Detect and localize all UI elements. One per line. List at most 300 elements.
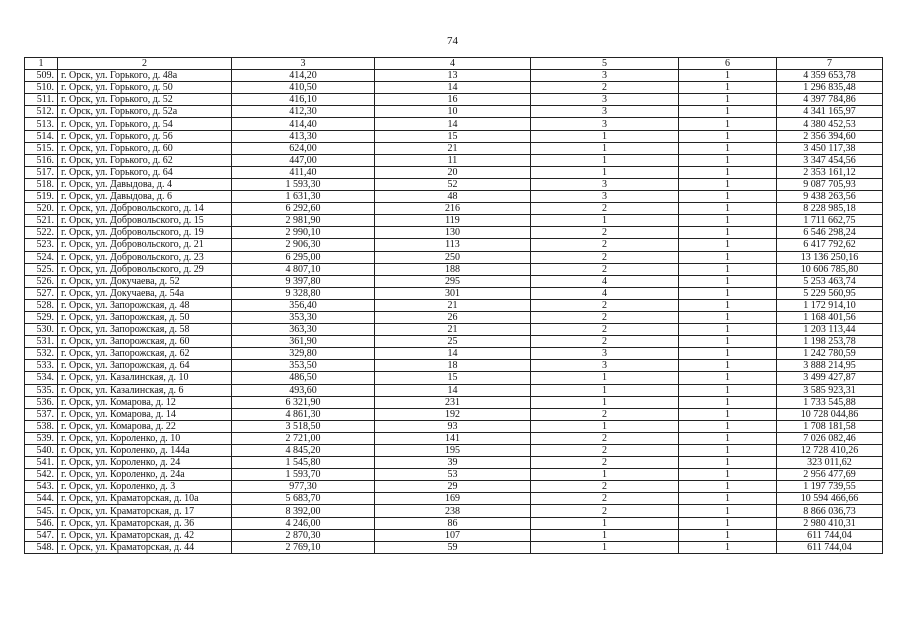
table-row bbox=[25, 263, 883, 275]
area-cell: 9 397,80 bbox=[232, 275, 375, 287]
value5-cell: 2 bbox=[531, 432, 679, 444]
table-body bbox=[25, 70, 883, 554]
table-row bbox=[25, 493, 883, 505]
count-cell: 113 bbox=[375, 239, 531, 251]
amount-cell: 1 242 780,59 bbox=[777, 348, 883, 360]
row-number: 548. bbox=[25, 541, 58, 553]
count-cell: 13 bbox=[375, 70, 531, 82]
count-cell: 169 bbox=[375, 493, 531, 505]
row-number: 528. bbox=[25, 299, 58, 311]
value6-cell: 1 bbox=[679, 130, 777, 142]
value6-cell: 1 bbox=[679, 82, 777, 94]
area-cell: 1 593,70 bbox=[232, 469, 375, 481]
value6-cell: 1 bbox=[679, 106, 777, 118]
value5-cell: 1 bbox=[531, 517, 679, 529]
address-cell: г. Орск, ул. Горького, д. 54 bbox=[58, 118, 232, 130]
value6-cell: 1 bbox=[679, 420, 777, 432]
column-header: 2 bbox=[58, 58, 232, 70]
value6-cell: 1 bbox=[679, 191, 777, 203]
area-cell: 410,50 bbox=[232, 82, 375, 94]
amount-cell: 4 380 452,53 bbox=[777, 118, 883, 130]
column-header: 5 bbox=[531, 58, 679, 70]
count-cell: 195 bbox=[375, 445, 531, 457]
value6-cell: 1 bbox=[679, 311, 777, 323]
address-cell: г. Орск, ул. Комарова, д. 22 bbox=[58, 420, 232, 432]
address-cell: г. Орск, ул. Запорожская, д. 60 bbox=[58, 336, 232, 348]
amount-cell: 10 728 044,86 bbox=[777, 408, 883, 420]
amount-cell: 4 397 784,86 bbox=[777, 94, 883, 106]
table-row bbox=[25, 372, 883, 384]
area-cell: 447,00 bbox=[232, 154, 375, 166]
value6-cell: 1 bbox=[679, 541, 777, 553]
table-row bbox=[25, 517, 883, 529]
address-cell: г. Орск, ул. Добровольского, д. 21 bbox=[58, 239, 232, 251]
area-cell: 413,30 bbox=[232, 130, 375, 142]
amount-cell: 1 168 401,56 bbox=[777, 311, 883, 323]
amount-cell: 3 888 214,95 bbox=[777, 360, 883, 372]
value5-cell: 1 bbox=[531, 372, 679, 384]
amount-cell: 6 417 792,62 bbox=[777, 239, 883, 251]
value5-cell: 1 bbox=[531, 541, 679, 553]
value6-cell: 1 bbox=[679, 239, 777, 251]
count-cell: 14 bbox=[375, 348, 531, 360]
count-cell: 11 bbox=[375, 154, 531, 166]
row-number: 521. bbox=[25, 215, 58, 227]
value6-cell: 1 bbox=[679, 70, 777, 82]
address-cell: г. Орск, ул. Запорожская, д. 64 bbox=[58, 360, 232, 372]
address-cell: г. Орск, ул. Запорожская, д. 62 bbox=[58, 348, 232, 360]
table-row bbox=[25, 505, 883, 517]
column-header: 1 bbox=[25, 58, 58, 70]
value5-cell: 1 bbox=[531, 384, 679, 396]
table-row bbox=[25, 529, 883, 541]
count-cell: 15 bbox=[375, 130, 531, 142]
address-cell: г. Орск, ул. Запорожская, д. 58 bbox=[58, 324, 232, 336]
value5-cell: 2 bbox=[531, 324, 679, 336]
address-cell: г. Орск, ул. Короленко, д. 24а bbox=[58, 469, 232, 481]
value5-cell: 2 bbox=[531, 251, 679, 263]
area-cell: 414,20 bbox=[232, 70, 375, 82]
row-number: 538. bbox=[25, 420, 58, 432]
address-cell: г. Орск, ул. Краматорская, д. 44 bbox=[58, 541, 232, 553]
area-cell: 2 721,00 bbox=[232, 432, 375, 444]
amount-cell: 13 136 250,16 bbox=[777, 251, 883, 263]
count-cell: 10 bbox=[375, 106, 531, 118]
count-cell: 15 bbox=[375, 372, 531, 384]
value5-cell: 2 bbox=[531, 239, 679, 251]
area-cell: 4 845,20 bbox=[232, 445, 375, 457]
area-cell: 356,40 bbox=[232, 299, 375, 311]
amount-cell: 2 353 161,12 bbox=[777, 166, 883, 178]
table-row bbox=[25, 166, 883, 178]
table-row bbox=[25, 94, 883, 106]
address-cell: г. Орск, ул. Комарова, д. 12 bbox=[58, 396, 232, 408]
area-cell: 493,60 bbox=[232, 384, 375, 396]
address-cell: г. Орск, ул. Краматорская, д. 42 bbox=[58, 529, 232, 541]
row-number: 547. bbox=[25, 529, 58, 541]
address-cell: г. Орск, ул. Короленко, д. 144а bbox=[58, 445, 232, 457]
amount-cell: 1 711 662,75 bbox=[777, 215, 883, 227]
row-number: 539. bbox=[25, 432, 58, 444]
area-cell: 4 246,00 bbox=[232, 517, 375, 529]
area-cell: 9 328,80 bbox=[232, 287, 375, 299]
amount-cell: 3 585 923,31 bbox=[777, 384, 883, 396]
count-cell: 20 bbox=[375, 166, 531, 178]
count-cell: 21 bbox=[375, 299, 531, 311]
count-cell: 231 bbox=[375, 396, 531, 408]
table-row bbox=[25, 396, 883, 408]
count-cell: 295 bbox=[375, 275, 531, 287]
row-number: 530. bbox=[25, 324, 58, 336]
count-cell: 216 bbox=[375, 203, 531, 215]
value5-cell: 2 bbox=[531, 481, 679, 493]
address-cell: г. Орск, ул. Короленко, д. 3 bbox=[58, 481, 232, 493]
value6-cell: 1 bbox=[679, 154, 777, 166]
value6-cell: 1 bbox=[679, 287, 777, 299]
table-row bbox=[25, 154, 883, 166]
row-number: 515. bbox=[25, 142, 58, 154]
value6-cell: 1 bbox=[679, 178, 777, 190]
area-cell: 977,30 bbox=[232, 481, 375, 493]
address-cell: г. Орск, ул. Докучаева, д. 52 bbox=[58, 275, 232, 287]
area-cell: 361,90 bbox=[232, 336, 375, 348]
value6-cell: 1 bbox=[679, 299, 777, 311]
row-number: 527. bbox=[25, 287, 58, 299]
table-row bbox=[25, 336, 883, 348]
value6-cell: 1 bbox=[679, 408, 777, 420]
address-cell: г. Орск, ул. Добровольского, д. 19 bbox=[58, 227, 232, 239]
amount-cell: 1 198 253,78 bbox=[777, 336, 883, 348]
table-row bbox=[25, 191, 883, 203]
value5-cell: 3 bbox=[531, 191, 679, 203]
value6-cell: 1 bbox=[679, 275, 777, 287]
value6-cell: 1 bbox=[679, 324, 777, 336]
row-number: 534. bbox=[25, 372, 58, 384]
value6-cell: 1 bbox=[679, 372, 777, 384]
value5-cell: 4 bbox=[531, 275, 679, 287]
amount-cell: 1 296 835,48 bbox=[777, 82, 883, 94]
row-number: 520. bbox=[25, 203, 58, 215]
value5-cell: 1 bbox=[531, 130, 679, 142]
amount-cell: 611 744,04 bbox=[777, 541, 883, 553]
row-number: 541. bbox=[25, 457, 58, 469]
area-cell: 416,10 bbox=[232, 94, 375, 106]
table-row bbox=[25, 408, 883, 420]
area-cell: 2 990,10 bbox=[232, 227, 375, 239]
value5-cell: 2 bbox=[531, 311, 679, 323]
register-table bbox=[24, 57, 883, 554]
row-number: 540. bbox=[25, 445, 58, 457]
amount-cell: 1 708 181,58 bbox=[777, 420, 883, 432]
area-cell: 353,30 bbox=[232, 311, 375, 323]
count-cell: 192 bbox=[375, 408, 531, 420]
row-number: 512. bbox=[25, 106, 58, 118]
area-cell: 411,40 bbox=[232, 166, 375, 178]
value6-cell: 1 bbox=[679, 348, 777, 360]
value6-cell: 1 bbox=[679, 263, 777, 275]
table-row bbox=[25, 420, 883, 432]
count-cell: 21 bbox=[375, 324, 531, 336]
table-row bbox=[25, 384, 883, 396]
value5-cell: 2 bbox=[531, 203, 679, 215]
table-row bbox=[25, 457, 883, 469]
value5-cell: 3 bbox=[531, 178, 679, 190]
amount-cell: 1 172 914,10 bbox=[777, 299, 883, 311]
amount-cell: 10 606 785,80 bbox=[777, 263, 883, 275]
address-cell: г. Орск, ул. Комарова, д. 14 bbox=[58, 408, 232, 420]
column-header: 3 bbox=[232, 58, 375, 70]
amount-cell: 8 866 036,73 bbox=[777, 505, 883, 517]
row-number: 531. bbox=[25, 336, 58, 348]
amount-cell: 4 359 653,78 bbox=[777, 70, 883, 82]
table-row bbox=[25, 445, 883, 457]
value6-cell: 1 bbox=[679, 360, 777, 372]
column-header: 4 bbox=[375, 58, 531, 70]
area-cell: 412,30 bbox=[232, 106, 375, 118]
count-cell: 48 bbox=[375, 191, 531, 203]
row-number: 544. bbox=[25, 493, 58, 505]
row-number: 545. bbox=[25, 505, 58, 517]
row-number: 536. bbox=[25, 396, 58, 408]
count-cell: 21 bbox=[375, 142, 531, 154]
area-cell: 624,00 bbox=[232, 142, 375, 154]
table-row bbox=[25, 142, 883, 154]
value6-cell: 1 bbox=[679, 469, 777, 481]
value6-cell: 1 bbox=[679, 396, 777, 408]
value5-cell: 2 bbox=[531, 263, 679, 275]
value5-cell: 2 bbox=[531, 299, 679, 311]
table-row bbox=[25, 215, 883, 227]
count-cell: 130 bbox=[375, 227, 531, 239]
amount-cell: 3 499 427,87 bbox=[777, 372, 883, 384]
row-number: 524. bbox=[25, 251, 58, 263]
value5-cell: 3 bbox=[531, 70, 679, 82]
row-number: 509. bbox=[25, 70, 58, 82]
address-cell: г. Орск, ул. Давыдова, д. 4 bbox=[58, 178, 232, 190]
value5-cell: 3 bbox=[531, 94, 679, 106]
count-cell: 25 bbox=[375, 336, 531, 348]
address-cell: г. Орск, ул. Краматорская, д. 17 bbox=[58, 505, 232, 517]
amount-cell: 9 087 705,93 bbox=[777, 178, 883, 190]
value5-cell: 1 bbox=[531, 396, 679, 408]
value6-cell: 1 bbox=[679, 445, 777, 457]
row-number: 513. bbox=[25, 118, 58, 130]
address-cell: г. Орск, ул. Короленко, д. 24 bbox=[58, 457, 232, 469]
amount-cell: 2 356 394,60 bbox=[777, 130, 883, 142]
area-cell: 2 769,10 bbox=[232, 541, 375, 553]
value6-cell: 1 bbox=[679, 215, 777, 227]
count-cell: 16 bbox=[375, 94, 531, 106]
area-cell: 486,50 bbox=[232, 372, 375, 384]
amount-cell: 1 203 113,44 bbox=[777, 324, 883, 336]
amount-cell: 8 228 985,18 bbox=[777, 203, 883, 215]
address-cell: г. Орск, ул. Краматорская, д. 36 bbox=[58, 517, 232, 529]
amount-cell: 4 341 165,97 bbox=[777, 106, 883, 118]
value5-cell: 1 bbox=[531, 469, 679, 481]
amount-cell: 6 546 298,24 bbox=[777, 227, 883, 239]
address-cell: г. Орск, ул. Добровольского, д. 29 bbox=[58, 263, 232, 275]
amount-cell: 3 347 454,56 bbox=[777, 154, 883, 166]
amount-cell: 611 744,04 bbox=[777, 529, 883, 541]
area-cell: 363,30 bbox=[232, 324, 375, 336]
value5-cell: 2 bbox=[531, 336, 679, 348]
table-row bbox=[25, 239, 883, 251]
row-number: 533. bbox=[25, 360, 58, 372]
amount-cell: 323 011,62 bbox=[777, 457, 883, 469]
count-cell: 18 bbox=[375, 360, 531, 372]
count-cell: 188 bbox=[375, 263, 531, 275]
area-cell: 414,40 bbox=[232, 118, 375, 130]
area-cell: 4 807,10 bbox=[232, 263, 375, 275]
address-cell: г. Орск, ул. Казалинская, д. 6 bbox=[58, 384, 232, 396]
count-cell: 93 bbox=[375, 420, 531, 432]
value6-cell: 1 bbox=[679, 481, 777, 493]
value5-cell: 4 bbox=[531, 287, 679, 299]
amount-cell: 10 594 466,66 bbox=[777, 493, 883, 505]
table-row bbox=[25, 360, 883, 372]
area-cell: 2 981,90 bbox=[232, 215, 375, 227]
area-cell: 6 295,00 bbox=[232, 251, 375, 263]
row-number: 523. bbox=[25, 239, 58, 251]
address-cell: г. Орск, ул. Краматорская, д. 10а bbox=[58, 493, 232, 505]
address-cell: г. Орск, ул. Горького, д. 60 bbox=[58, 142, 232, 154]
address-cell: г. Орск, ул. Добровольского, д. 14 bbox=[58, 203, 232, 215]
value5-cell: 1 bbox=[531, 154, 679, 166]
area-cell: 329,80 bbox=[232, 348, 375, 360]
table-row bbox=[25, 541, 883, 553]
count-cell: 119 bbox=[375, 215, 531, 227]
value5-cell: 3 bbox=[531, 360, 679, 372]
value6-cell: 1 bbox=[679, 493, 777, 505]
amount-cell: 3 450 117,38 bbox=[777, 142, 883, 154]
value6-cell: 1 bbox=[679, 227, 777, 239]
table-row bbox=[25, 311, 883, 323]
table-row bbox=[25, 348, 883, 360]
address-cell: г. Орск, ул. Давыдова, д. 6 bbox=[58, 191, 232, 203]
row-number: 517. bbox=[25, 166, 58, 178]
row-number: 543. bbox=[25, 481, 58, 493]
row-number: 518. bbox=[25, 178, 58, 190]
value6-cell: 1 bbox=[679, 432, 777, 444]
amount-cell: 5 229 560,95 bbox=[777, 287, 883, 299]
value5-cell: 1 bbox=[531, 142, 679, 154]
address-cell: г. Орск, ул. Горького, д. 64 bbox=[58, 166, 232, 178]
amount-cell: 2 980 410,31 bbox=[777, 517, 883, 529]
address-cell: г. Орск, ул. Короленко, д. 10 bbox=[58, 432, 232, 444]
value6-cell: 1 bbox=[679, 118, 777, 130]
table-row bbox=[25, 469, 883, 481]
row-number: 546. bbox=[25, 517, 58, 529]
row-number: 514. bbox=[25, 130, 58, 142]
count-cell: 39 bbox=[375, 457, 531, 469]
value6-cell: 1 bbox=[679, 142, 777, 154]
table-row bbox=[25, 82, 883, 94]
value5-cell: 2 bbox=[531, 505, 679, 517]
table-row bbox=[25, 287, 883, 299]
address-cell: г. Орск, ул. Запорожская, д. 48 bbox=[58, 299, 232, 311]
table-row bbox=[25, 70, 883, 82]
address-cell: г. Орск, ул. Запорожская, д. 50 bbox=[58, 311, 232, 323]
value6-cell: 1 bbox=[679, 505, 777, 517]
count-cell: 26 bbox=[375, 311, 531, 323]
table-row bbox=[25, 118, 883, 130]
area-cell: 3 518,50 bbox=[232, 420, 375, 432]
address-cell: г. Орск, ул. Горького, д. 52 bbox=[58, 94, 232, 106]
count-cell: 59 bbox=[375, 541, 531, 553]
value6-cell: 1 bbox=[679, 384, 777, 396]
value5-cell: 3 bbox=[531, 348, 679, 360]
table-row bbox=[25, 324, 883, 336]
area-cell: 2 906,30 bbox=[232, 239, 375, 251]
table-row bbox=[25, 106, 883, 118]
row-number: 522. bbox=[25, 227, 58, 239]
value5-cell: 3 bbox=[531, 118, 679, 130]
value6-cell: 1 bbox=[679, 517, 777, 529]
count-cell: 141 bbox=[375, 432, 531, 444]
table-row bbox=[25, 275, 883, 287]
value5-cell: 2 bbox=[531, 445, 679, 457]
row-number: 535. bbox=[25, 384, 58, 396]
amount-cell: 1 197 739,55 bbox=[777, 481, 883, 493]
area-cell: 6 321,90 bbox=[232, 396, 375, 408]
table-row bbox=[25, 251, 883, 263]
area-cell: 1 545,80 bbox=[232, 457, 375, 469]
row-number: 529. bbox=[25, 311, 58, 323]
value6-cell: 1 bbox=[679, 166, 777, 178]
value6-cell: 1 bbox=[679, 203, 777, 215]
address-cell: г. Орск, ул. Горького, д. 62 bbox=[58, 154, 232, 166]
table-row bbox=[25, 432, 883, 444]
count-cell: 14 bbox=[375, 118, 531, 130]
amount-cell: 9 438 263,56 bbox=[777, 191, 883, 203]
value5-cell: 2 bbox=[531, 457, 679, 469]
area-cell: 4 861,30 bbox=[232, 408, 375, 420]
amount-cell: 5 253 463,74 bbox=[777, 275, 883, 287]
column-header: 7 bbox=[777, 58, 883, 70]
amount-cell: 2 956 477,69 bbox=[777, 469, 883, 481]
table-row bbox=[25, 481, 883, 493]
address-cell: г. Орск, ул. Докучаева, д. 54а bbox=[58, 287, 232, 299]
address-cell: г. Орск, ул. Горького, д. 52а bbox=[58, 106, 232, 118]
value6-cell: 1 bbox=[679, 336, 777, 348]
value6-cell: 1 bbox=[679, 94, 777, 106]
value5-cell: 2 bbox=[531, 408, 679, 420]
address-cell: г. Орск, ул. Добровольского, д. 23 bbox=[58, 251, 232, 263]
count-cell: 29 bbox=[375, 481, 531, 493]
row-number: 516. bbox=[25, 154, 58, 166]
page-number: 74 bbox=[447, 35, 458, 47]
table-header-row bbox=[25, 58, 883, 70]
count-cell: 301 bbox=[375, 287, 531, 299]
table-row bbox=[25, 203, 883, 215]
amount-cell: 1 733 545,88 bbox=[777, 396, 883, 408]
row-number: 519. bbox=[25, 191, 58, 203]
count-cell: 238 bbox=[375, 505, 531, 517]
address-cell: г. Орск, ул. Горького, д. 50 bbox=[58, 82, 232, 94]
value5-cell: 2 bbox=[531, 227, 679, 239]
area-cell: 2 870,30 bbox=[232, 529, 375, 541]
row-number: 526. bbox=[25, 275, 58, 287]
value6-cell: 1 bbox=[679, 529, 777, 541]
value5-cell: 1 bbox=[531, 215, 679, 227]
row-number: 542. bbox=[25, 469, 58, 481]
address-cell: г. Орск, ул. Казалинская, д. 10 bbox=[58, 372, 232, 384]
table-row bbox=[25, 130, 883, 142]
value5-cell: 2 bbox=[531, 82, 679, 94]
area-cell: 1 593,30 bbox=[232, 178, 375, 190]
count-cell: 14 bbox=[375, 384, 531, 396]
value5-cell: 2 bbox=[531, 493, 679, 505]
